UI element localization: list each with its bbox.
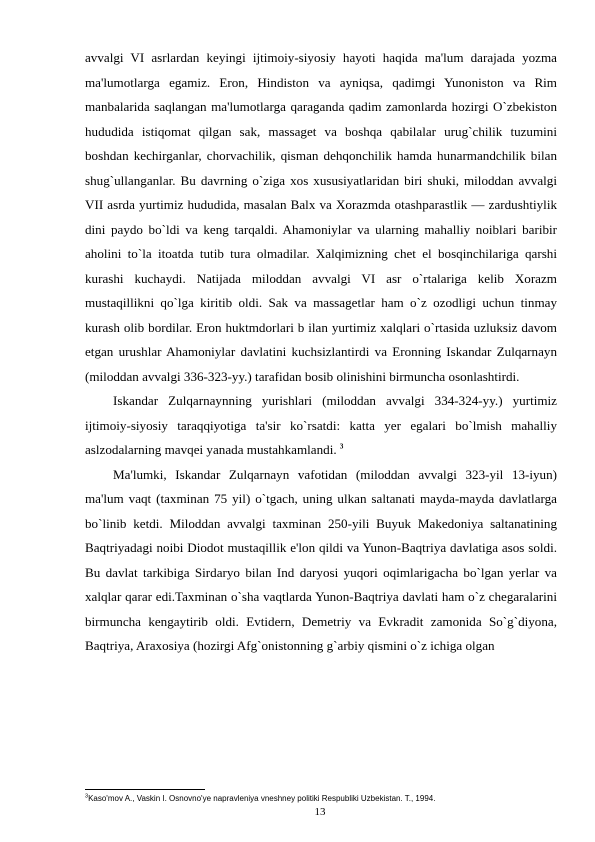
paragraph-3-text: Ma'lumki, Iskandar Zulqarnayn vafotidan (miloddan avvalgi 323-yil 13-iyun) ma'lum vaqt (taxminan 75 yil) o`tgach, uning ulkan saltanati mayda-mayda davlatlarga bo`linib ketdi. Miloddan avvalgi taxminan 250-yili Buyuk Makedoniya saltanatining Baqtriyadagi noibi Diodot mustaqillik e'lon qildi va Yunon-Baqtriya davlatiga asos soldi. Bu davlat tarkibiga Sirdaryo bilan Ind daryosi yuqori oqimlarigacha bo`lgan yerlar va xalqlar qarar edi.Taxminan o`sha vaqtlarda Yunon-Baqtriya davlati ham o`z chegaralarini birmuncha kengaytirib oldi. Evtidern, Demetriy va Evkradit zamonida So`g`diyona, Baqtriya, Araxosiya (hozirgi Afg`onistonning g`arbiy qismini o`z ichiga olgan [85, 466, 557, 653]
footnote-reference[interactable]: 3 [339, 442, 344, 451]
paragraph-1 [85, 46, 557, 389]
footnote-marker: 3 [85, 793, 89, 800]
footnote-separator [85, 789, 205, 790]
paragraph-2-text: Iskandar Zulqarnaynning yurishlari (miloddan avvalgi 334-324-yy.) yurtimiz ijtimoiy-siyosiy taraqqiyotiga ta'sir ko`rsatdi: katta yer egalari bo`lmish mahalliy aslzodalarning mavqei yanada mustahkamlandi. [85, 393, 557, 457]
footnote-text: Kaso'mov A., Vaskin I. Osnovno'ye napravleniya vneshney politiki Respubliki Uzbekistan. T., 1994. [88, 794, 436, 803]
paragraph-3 [85, 463, 557, 659]
footnote [85, 794, 435, 803]
paragraph-1-text: avvalgi VI asrlardan keyingi ijtimoiy-siyosiy hayoti haqida ma'lum darajada yozma ma'lumotlarga egamiz. Eron, Hindiston va ayniqsa, qadimgi Yunoniston va Rim manbalarida saqlangan ma'lumotlarga qaraganda qadim zamonlarda hozirgi O`zbekiston hududida istiqomat qilgan sak, massaget va boshqa qabilalar urug`chilik tuzumini boshdan kechirganlar, chorvachilik, qisman dehqonchilik hamda hunarmandchilik bilan shug`ullanganlar. Bu davrning o`ziga xos xususiyatlaridan biri shuki, miloddan avvalgi VII asrda yurtimiz hududida, masalan Balx va Xorazmda otashparastlik — zardushtiylik dini paydo bo`ldi va keng tarqaldi. Ahamoniylar va ularning mahalliy noiblari baribir aholini to`la itoatda tutib tura olmadilar. Xalqimizning chet el bosqinchilariga qarshi kurashi kuchaydi. Natijada miloddan avvalgi VI asr o`rtalariga kelib Xorazm mustaqillikni qo`lga kiritib oldi. Sak va massagetlar ham o`z ozodligi uchun tinmay kurash olib bordilar. Eron huktmdorlari b ilan yurtimiz xalqlari o`rtasida uzluksiz davom etgan urushlar Ahamoniylar davlatini kuchsizlantirdi va Eronning Iskandar Zulqarnayn (miloddan avvalgi 336-323-yy.) tarafidan bosib olinishini birmuncha osonlashtirdi. [85, 50, 557, 384]
page-number: 13 [314, 806, 326, 818]
document-body [85, 46, 557, 659]
paragraph-2 [85, 389, 557, 463]
